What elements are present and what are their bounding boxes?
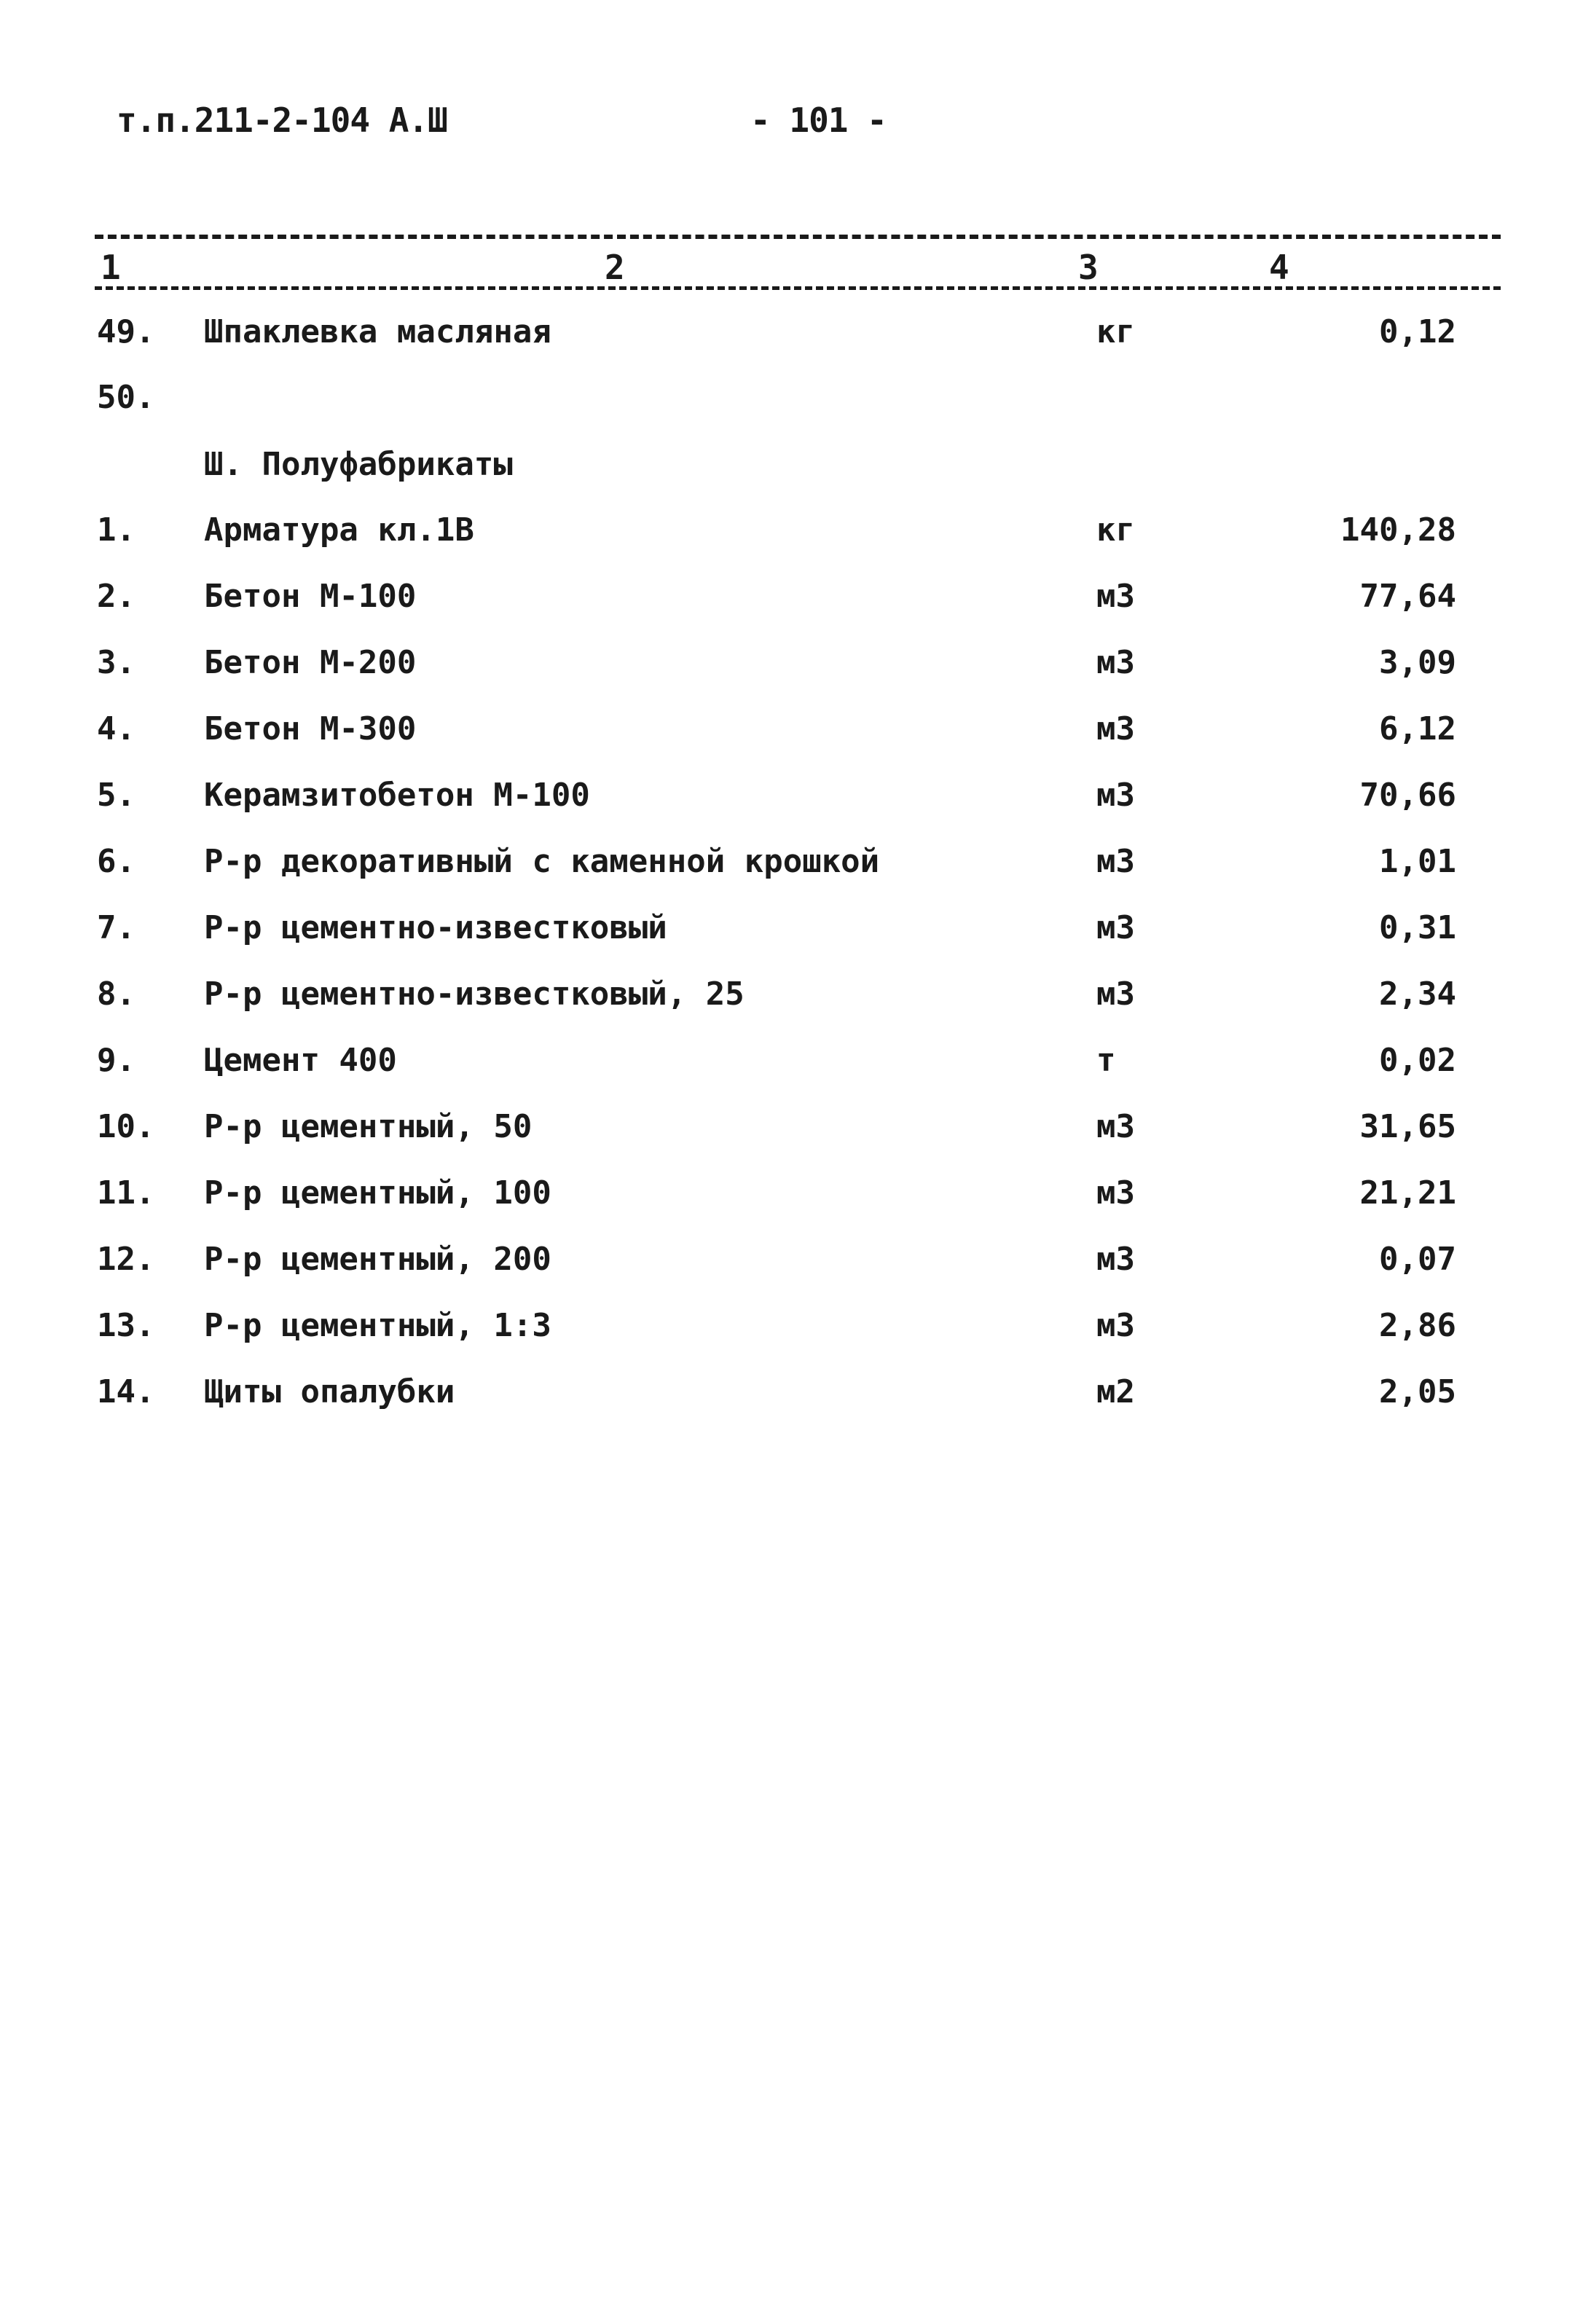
item-unit: м3 (1096, 1108, 1135, 1145)
item-number: 1. (97, 511, 135, 549)
item-unit: м3 (1096, 578, 1135, 615)
table-row (0, 1174, 1591, 1233)
item-number: 50. (97, 379, 155, 416)
item-quantity: 0,02 (1379, 1042, 1456, 1079)
item-unit: м3 (1096, 1307, 1135, 1344)
item-name: Шпаклевка масляная (204, 313, 551, 350)
item-name: Р-р цементно-известковый, 25 (204, 975, 745, 1013)
item-unit: м3 (1096, 644, 1135, 681)
item-quantity: 21,21 (1359, 1174, 1456, 1212)
item-number: 10. (97, 1108, 155, 1145)
document-reference: т.п.211-2-104 А.Ш (117, 101, 447, 140)
item-number: 9. (97, 1042, 135, 1079)
item-number: 11. (97, 1174, 155, 1212)
table-row (0, 909, 1591, 967)
item-number: 5. (97, 777, 135, 814)
item-number: 13. (97, 1307, 155, 1344)
table-row (0, 511, 1591, 570)
item-number: 2. (97, 578, 135, 615)
item-quantity: 2,05 (1379, 1373, 1456, 1410)
column-number-1: 1 (101, 248, 121, 287)
column-header-rule (95, 286, 1501, 290)
table-row (0, 313, 1591, 372)
table-row (0, 1042, 1591, 1100)
item-number: 14. (97, 1373, 155, 1410)
item-name: Р-р цементный, 1:3 (204, 1307, 551, 1344)
table-row (0, 1307, 1591, 1365)
item-name: Бетон М-100 (204, 578, 417, 615)
item-name: Р-р декоративный с каменной крошкой (204, 843, 880, 880)
column-number-4: 4 (1269, 248, 1289, 287)
column-number-2: 2 (605, 248, 625, 287)
item-number: 4. (97, 710, 135, 747)
item-quantity: 3,09 (1379, 644, 1456, 681)
item-quantity: 77,64 (1359, 578, 1456, 615)
item-number: 6. (97, 843, 135, 880)
item-quantity: 0,31 (1379, 909, 1456, 946)
item-name: Щиты опалубки (204, 1373, 455, 1410)
item-name: Бетон М-200 (204, 644, 417, 681)
item-name: Р-р цементный, 100 (204, 1174, 551, 1212)
item-number: 3. (97, 644, 135, 681)
item-unit: м3 (1096, 1241, 1135, 1278)
item-unit: кг (1096, 511, 1135, 549)
item-name: Керамзитобетон М-100 (204, 777, 590, 814)
table-row (0, 1373, 1591, 1432)
table-row (0, 710, 1591, 769)
item-quantity: 0,12 (1379, 313, 1456, 350)
item-quantity: 6,12 (1379, 710, 1456, 747)
item-name: Р-р цементный, 50 (204, 1108, 533, 1145)
item-quantity: 2,86 (1379, 1307, 1456, 1344)
item-quantity: 2,34 (1379, 975, 1456, 1013)
item-unit: м3 (1096, 710, 1135, 747)
item-unit: кг (1096, 313, 1135, 350)
table-row (0, 379, 1591, 437)
section-title: Ш. Полуфабрикаты (204, 446, 513, 483)
item-unit: м3 (1096, 975, 1135, 1013)
item-quantity: 1,01 (1379, 843, 1456, 880)
table-row (0, 1108, 1591, 1166)
item-name: Арматура кл.1В (204, 511, 474, 549)
table-row (0, 975, 1591, 1034)
item-number: 49. (97, 313, 155, 350)
item-number: 7. (97, 909, 135, 946)
item-quantity: 140,28 (1340, 511, 1456, 549)
item-unit: м3 (1096, 909, 1135, 946)
item-quantity: 0,07 (1379, 1241, 1456, 1278)
item-unit: м3 (1096, 777, 1135, 814)
table-row (0, 578, 1591, 636)
table-row (0, 777, 1591, 835)
item-unit: м2 (1096, 1373, 1135, 1410)
item-unit: м3 (1096, 843, 1135, 880)
page-number: - 101 - (750, 101, 887, 140)
item-unit: м3 (1096, 1174, 1135, 1212)
item-number: 8. (97, 975, 135, 1013)
item-quantity: 31,65 (1359, 1108, 1456, 1145)
item-name: Цемент 400 (204, 1042, 397, 1079)
table-top-rule (95, 235, 1501, 239)
column-number-3: 3 (1078, 248, 1099, 287)
item-name: Р-р цементный, 200 (204, 1241, 551, 1278)
table-row (0, 644, 1591, 702)
item-unit: т (1096, 1042, 1116, 1079)
item-name: Бетон М-300 (204, 710, 417, 747)
table-row (0, 843, 1591, 901)
item-number: 12. (97, 1241, 155, 1278)
item-quantity: 70,66 (1359, 777, 1456, 814)
item-name: Р-р цементно-известковый (204, 909, 667, 946)
table-row (0, 1241, 1591, 1299)
